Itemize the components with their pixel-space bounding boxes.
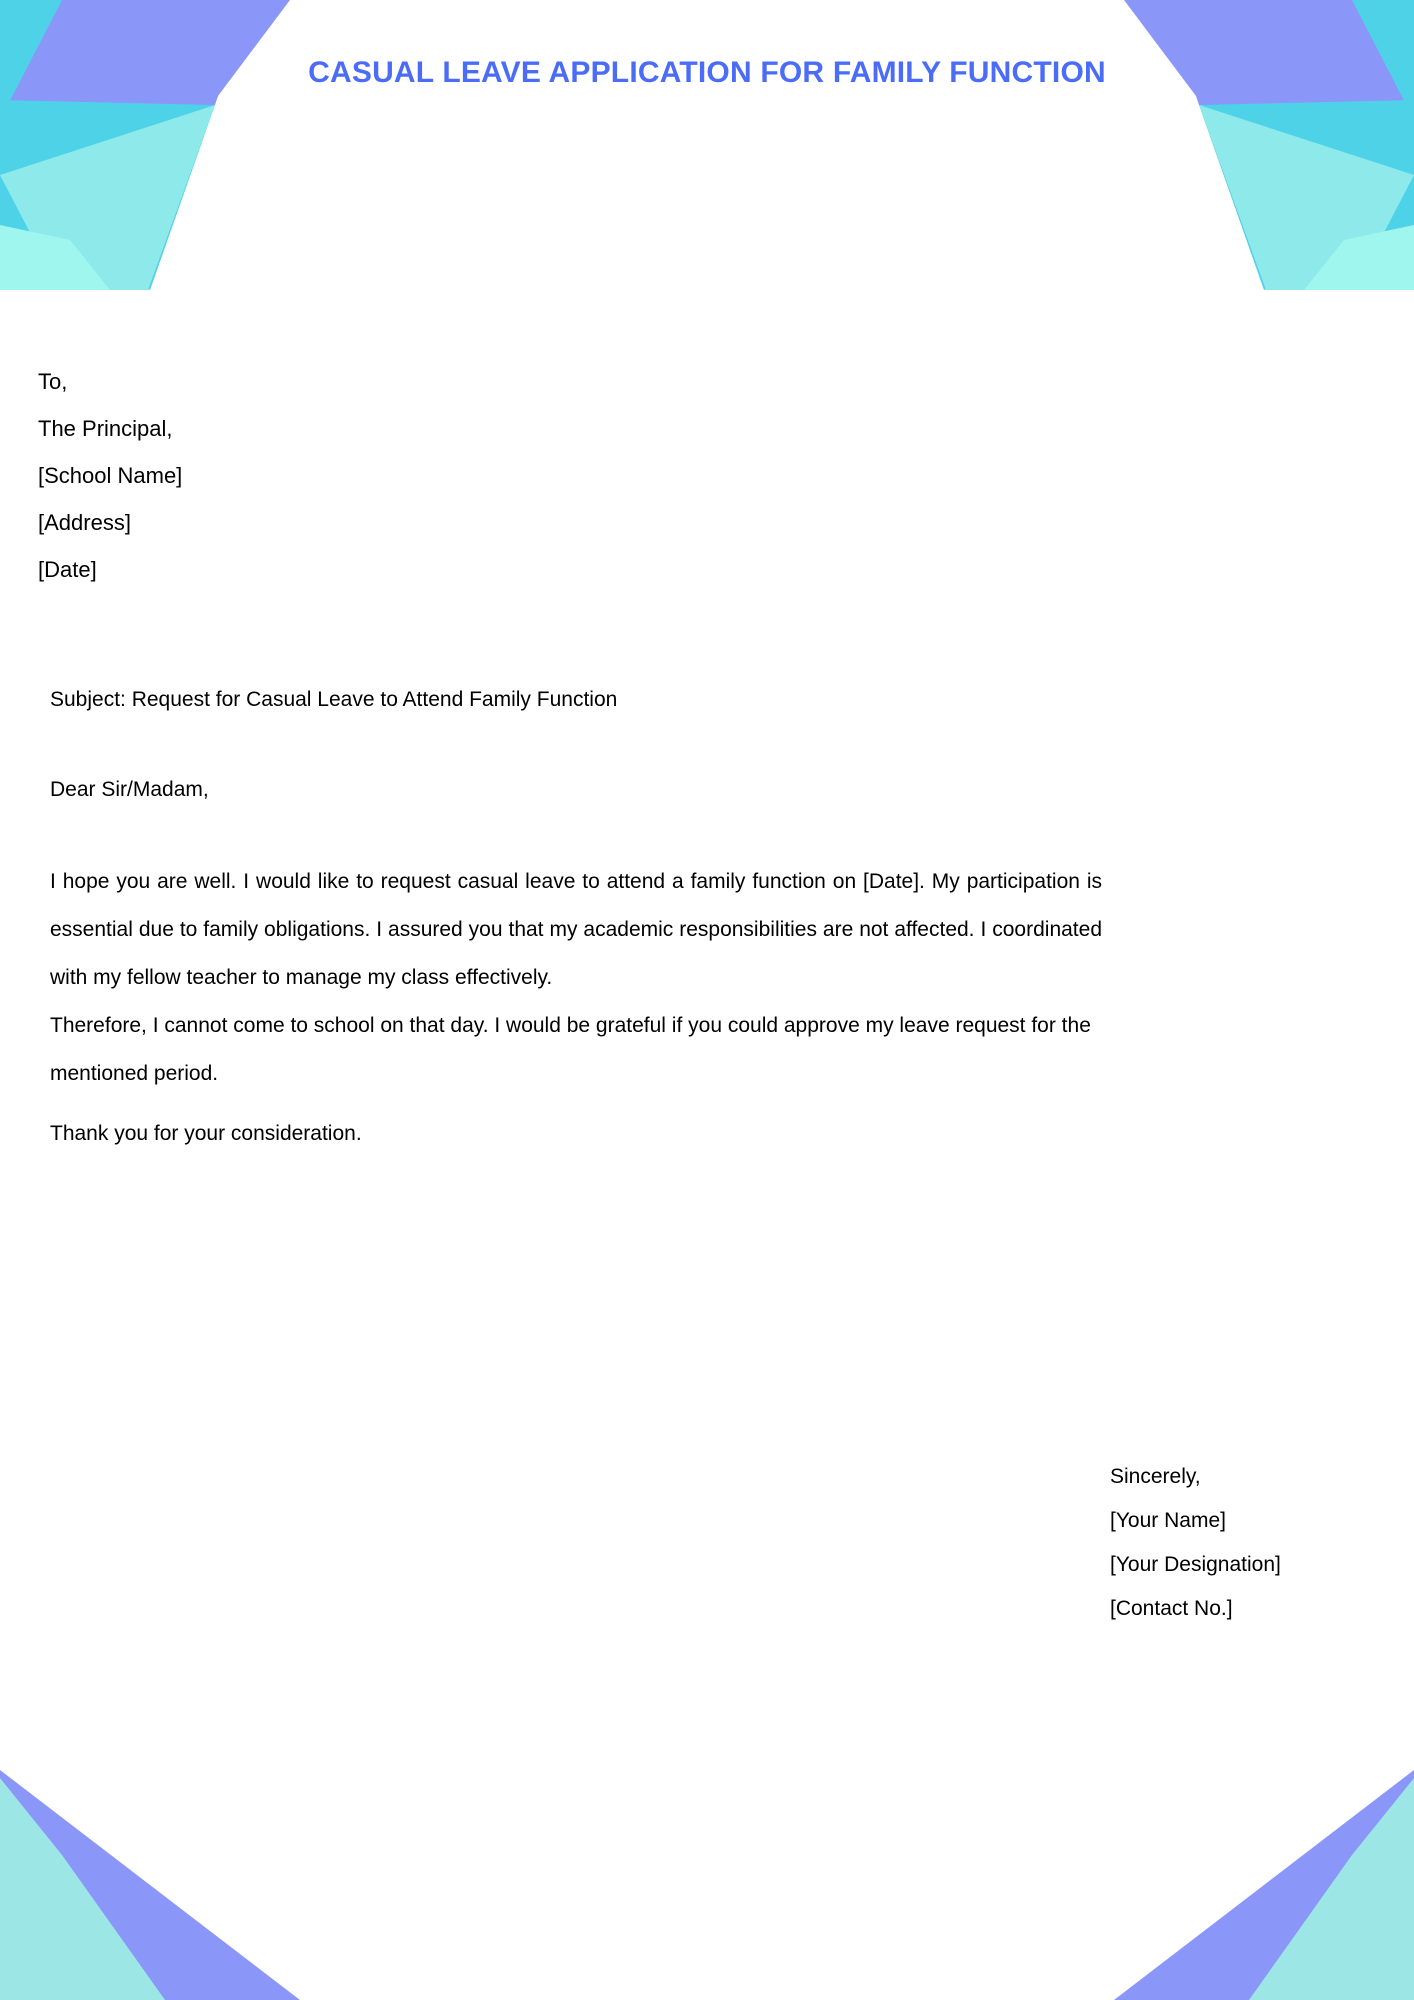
signature-block [1110,1455,1281,1631]
closing-thanks: Thank you for your consideration. [50,1122,362,1145]
subject-line: Subject: Request for Casual Leave to Attend Family Function [50,688,618,711]
recipient-line-principal: The Principal, [38,416,173,441]
recipient-line-school: [School Name] [38,463,183,488]
salutation: Dear Sir/Madam, [50,778,209,801]
signature-line-name: [Your Name] [1110,1509,1226,1532]
signature-line-sincerely: Sincerely, [1110,1465,1201,1488]
body-paragraph-2: Therefore, I cannot come to school on that day. I would be grateful if you could approve my leave request for the mentioned period. [50,1014,1091,1085]
recipient-line-address: [Address] [38,510,131,535]
signature-line-contact: [Contact No.] [1110,1597,1233,1620]
recipient-line-to: To, [38,369,68,394]
recipient-line-date: [Date] [38,557,97,582]
signature-line-designation: [Your Designation] [1110,1553,1281,1576]
body-paragraph-1: I hope you are well. I would like to request casual leave to attend a family function on [Date]. My participation is essential due to family obligations. I assured you that my academic responsibilities are not affected. I coordinated with my fellow teacher to manage my class effectively. [50,870,1102,989]
body-text [50,858,1102,1098]
recipient-address-block [38,358,182,593]
page-title: CASUAL LEAVE APPLICATION FOR FAMILY FUNCTION [308,56,1106,89]
